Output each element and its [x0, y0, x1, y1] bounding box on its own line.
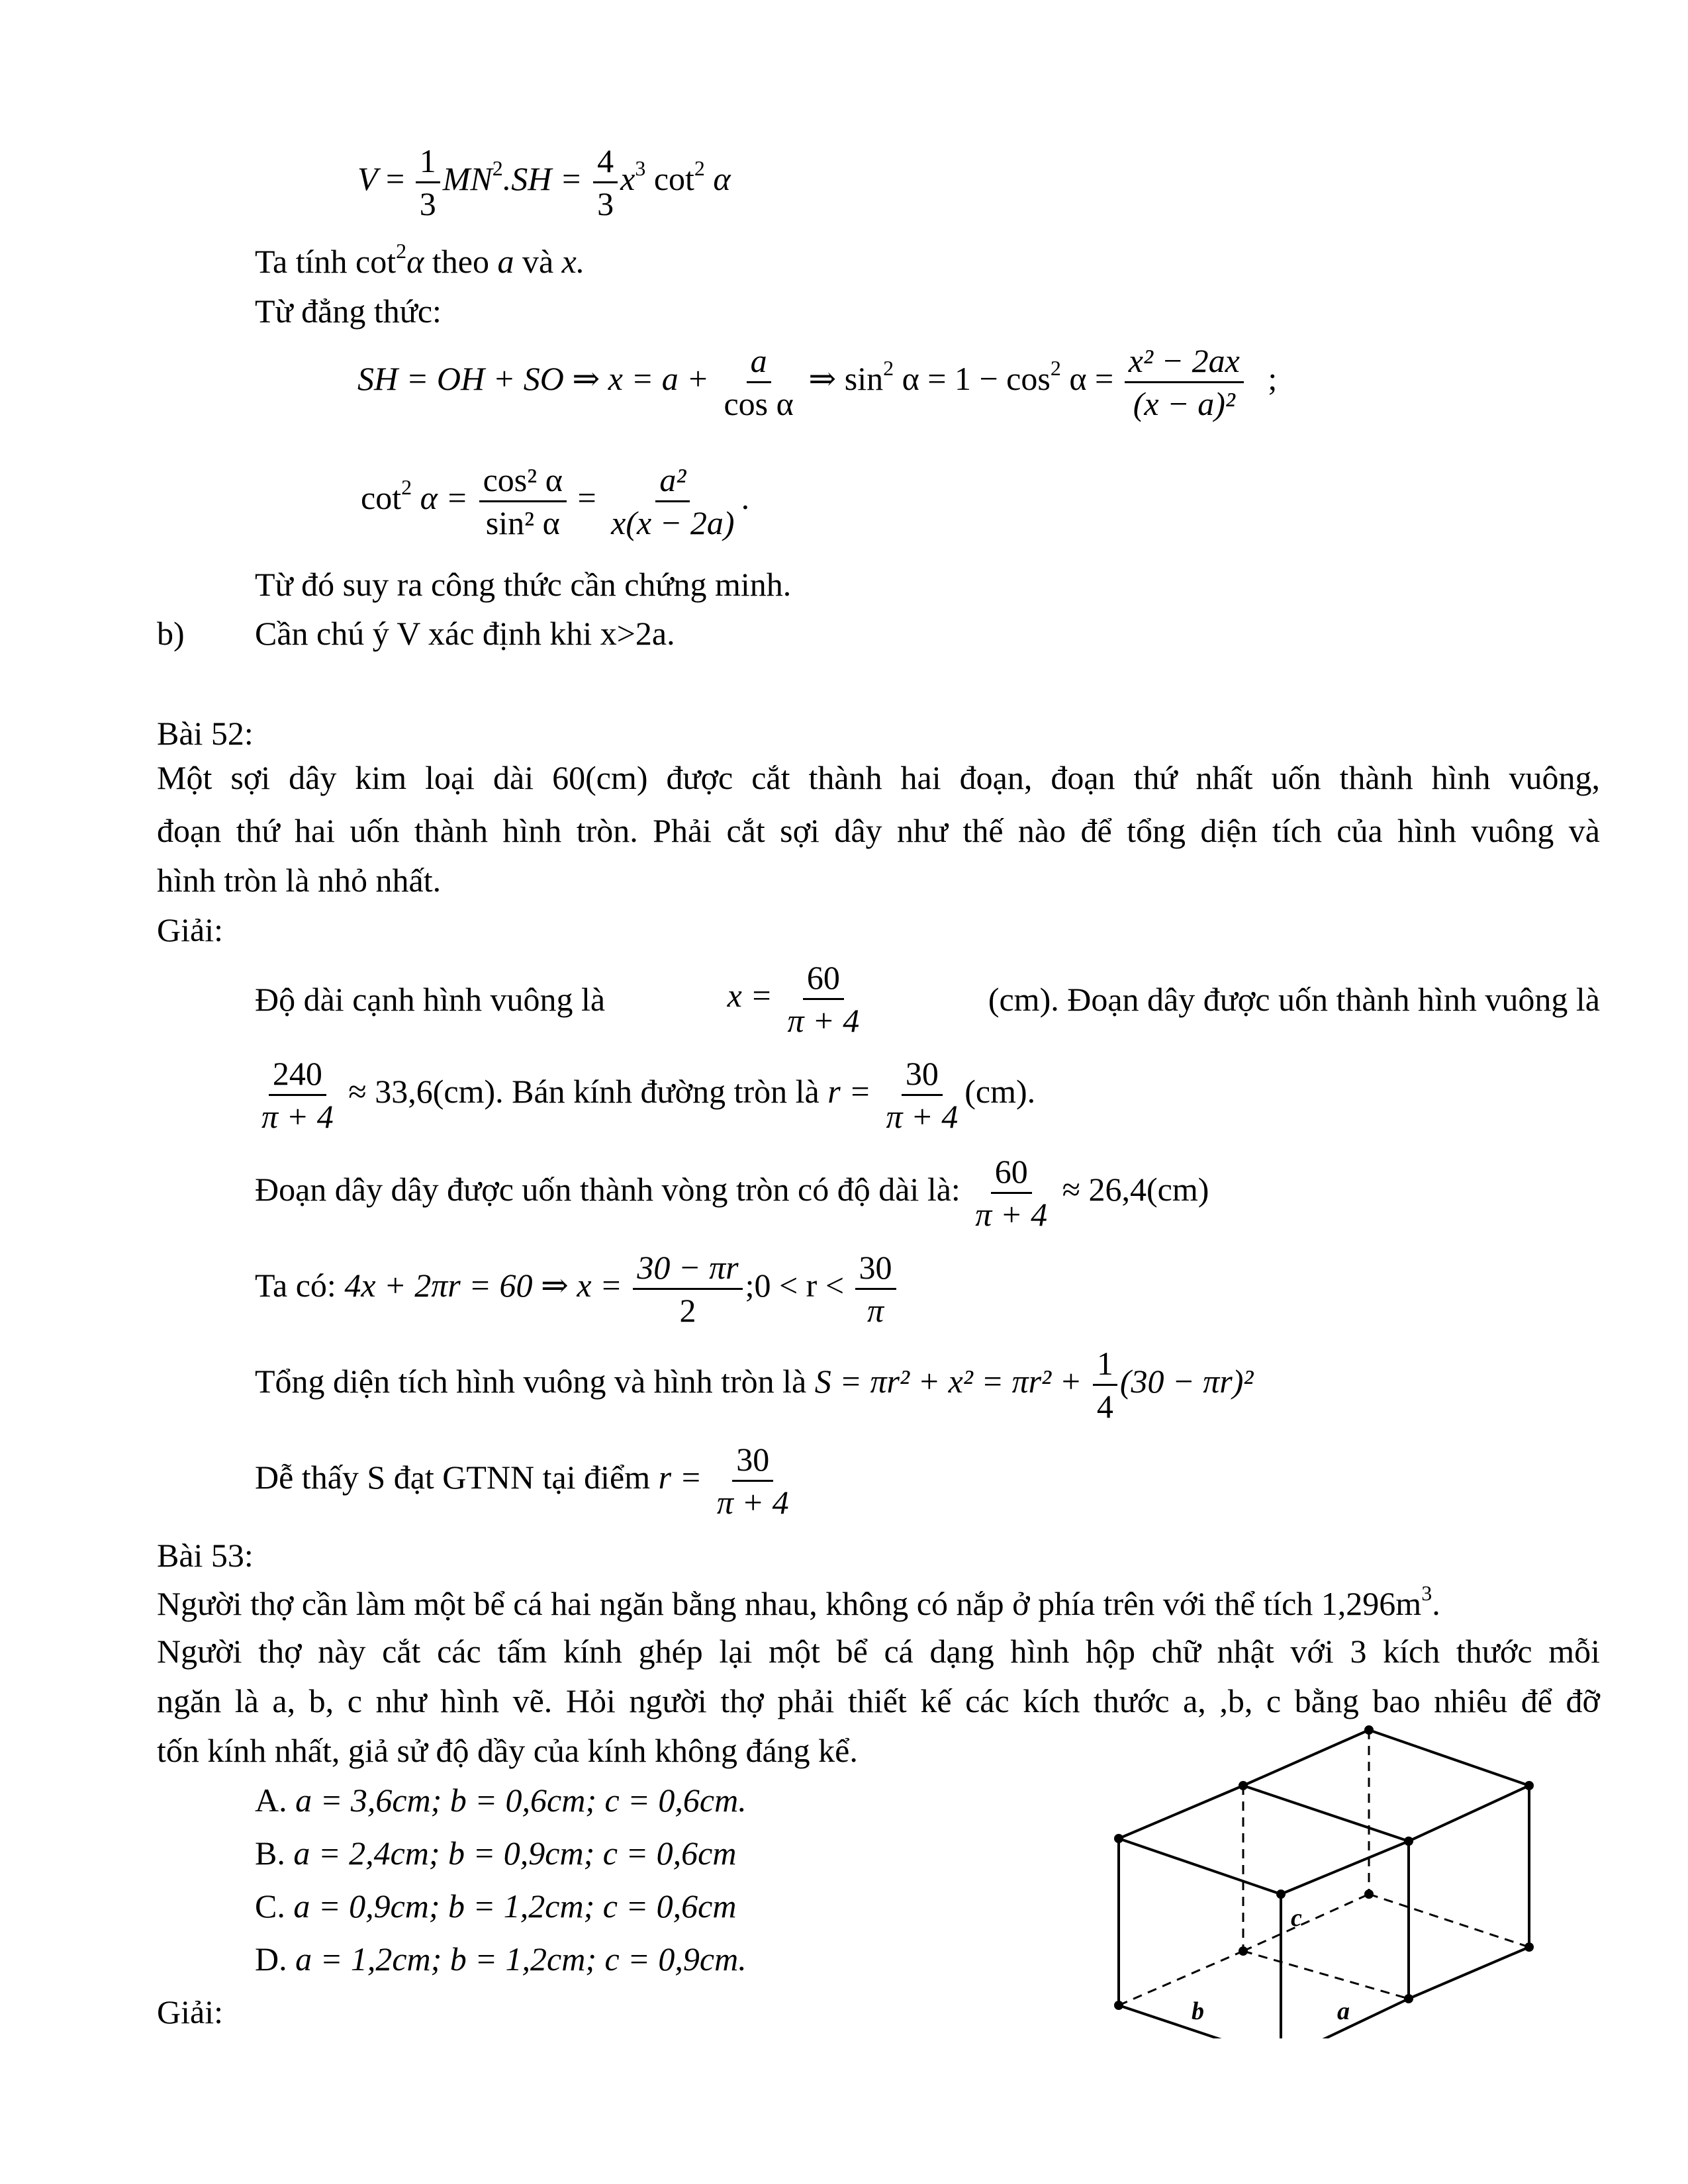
equation-sh: SH = OH + SO ⇒ x = a + $\frac{a}{\text{cos α}}$ ⇒ $\sin^2 \alpha = 1 - \cos^2 \alpha$ = $\frac{\text{x² − 2ax}}{\text{(x − a)²}}$ ;: [357, 342, 1278, 422]
solution-heading: Giải:: [157, 1993, 223, 2030]
exercise-title: Bài 52:: [157, 715, 254, 752]
text-line: Ta tính $\cot^2\alpha$ theo a và x.: [255, 239, 585, 280]
box-edge: [1409, 1947, 1529, 1999]
paragraph-line: Một sợi dây kim loại dài 60(cm) được cắt thành hai đoạn, đoạn thứ nhất uốn thành hình vuông,: [157, 759, 1600, 796]
vertex: [1404, 1837, 1413, 1846]
fraction: $\frac{4}{3}$: [593, 144, 618, 220]
paragraph-line: tốn kính nhất, giả sử độ dầy của kính không đáng kể.: [157, 1732, 858, 1769]
fraction: $\frac{\text{cos² α}}{\text{sin² α}}$: [479, 463, 567, 539]
hidden-edge: [1243, 1951, 1409, 1999]
fraction: $\frac{30 - \pi r}{2}$: [633, 1251, 742, 1327]
vertex: [1364, 1889, 1374, 1899]
fraction: $\frac{60}{\pi + 4}$: [787, 959, 860, 1039]
fraction: $\frac{\text{a²}}{x(x - 2a)}$: [611, 461, 735, 541]
vertex: [1404, 1994, 1413, 2003]
fraction: $\frac{\text{x² − 2ax}}{\text{(x − a)²}}$: [1125, 344, 1244, 420]
paragraph-line: Người thợ này cắt các tấm kính ghép lại một bể cá dạng hình hộp chữ nhật với 3 kích thước mỗi: [157, 1633, 1600, 1670]
solution-line: Độ dài cạnh hình vuông là x = $\frac{60}{\pi + 4}$ (cm). Đoạn dây được uốn thành hình vuông là: [255, 959, 1600, 1039]
answer-option-a: A. a = 3,6cm; b = 0,6cm; c = 0,6cm.: [255, 1782, 747, 1819]
solution-line: $\frac{240}{\pi + 4}$ ≈ 33,6(cm). Bán kính đường tròn là r = $\frac{30}{\pi + 4}$ (cm).: [255, 1057, 1035, 1133]
solution-line: Tổng diện tích hình vuông và hình tròn là S = πr² + x² = πr² + $\frac{1}{4}$ (30 − πr)²: [255, 1345, 1254, 1425]
box-edge: [1119, 1786, 1243, 1839]
vertex: [1364, 1725, 1374, 1735]
paragraph-line: Người thợ cần làm một bể cá hai ngăn bằng nhau, không có nắp ở phía trên với thể tích $1,296m^3$.: [157, 1581, 1440, 1622]
solution-line: Đoạn dây dây được uốn thành vòng tròn có độ dài là: $\frac{60}{\pi + 4}$ ≈ 26,4(cm): [255, 1153, 1209, 1233]
paragraph-line: đoạn thứ hai uốn thành hình tròn. Phải cắt sợi dây như thế nào để tổng diện tích của hình vuông và: [157, 812, 1600, 849]
hidden-edge: [1369, 1894, 1529, 1947]
box-edge: [1369, 1730, 1529, 1786]
box-edge: [1243, 1786, 1409, 1841]
text-line: Cần chú ý V xác định khi x>2a.: [255, 615, 675, 652]
answer-option-d: D. a = 1,2cm; b = 1,2cm; c = 0,9cm.: [255, 1940, 747, 1978]
label-a: a: [1337, 1997, 1350, 2025]
solution-heading: Giải:: [157, 911, 223, 948]
text-line: Từ đó suy ra công thức cần chứng minh.: [255, 566, 792, 603]
fraction: $\frac{30}{\pi + 4}$: [716, 1441, 789, 1521]
exercise-title: Bài 53:: [157, 1537, 254, 1574]
vertex: [1239, 1781, 1248, 1790]
box-edge: [1119, 1839, 1281, 1894]
answer-option-b: B. a = 2,4cm; b = 0,9cm; c = 0,6cm: [255, 1835, 737, 1872]
vertex: [1114, 1834, 1123, 1843]
label-c: c: [1291, 1904, 1302, 1932]
box-edge: [1409, 1786, 1529, 1841]
paragraph-line: hình tròn là nhỏ nhất.: [157, 862, 442, 899]
vertex: [1524, 1781, 1534, 1790]
vertex: [1524, 1942, 1534, 1952]
hidden-edge: [1243, 1894, 1369, 1951]
volume-formula: V = $\frac{1}{3}$ $MN^2.SH$ = $\frac{4}{3}$ $x^3$ $\cot^2 \alpha$: [357, 142, 731, 222]
vertex: [1114, 2001, 1123, 2010]
label-b: b: [1192, 1997, 1204, 2025]
box-edge: [1281, 1841, 1409, 1894]
fraction: $\frac{240}{\pi + 4}$: [261, 1055, 334, 1135]
fraction: $\frac{1}{4}$: [1093, 1347, 1117, 1423]
equation-cot: $\cot^2 \alpha$ = $\frac{\text{cos² α}}{\text{sin² α}}$ = $\frac{\text{a²}}{x(x - 2a)}$ .: [361, 461, 750, 541]
fraction: $\frac{30}{\pi}$: [855, 1251, 896, 1327]
vertex: [1276, 1889, 1286, 1899]
answer-option-c: C. a = 0,9cm; b = 1,2cm; c = 0,6cm: [255, 1888, 737, 1925]
vertex: [1239, 1946, 1248, 1956]
solution-line: Dễ thấy S đạt GTNN tại điểm r = $\frac{30}{\pi + 4}$: [255, 1443, 796, 1519]
fraction: $\frac{a}{\text{cos α}}$: [724, 342, 794, 422]
item-label: b): [157, 615, 185, 652]
text-line: Từ đẳng thức:: [255, 293, 442, 330]
fraction: $\frac{60}{\pi + 4}$: [975, 1153, 1048, 1233]
paragraph-line: ngăn là a, b, c như hình vẽ. Hỏi người thợ phải thiết kế các kích thước a, ,b, c bằng bao nhiêu để đỡ: [157, 1682, 1600, 1719]
solution-line: Ta có: 4x + 2πr = 60 ⇒ x = $\frac{30 - \pi r}{2}$ ;0 < r < $\frac{30}{\pi}$: [255, 1251, 899, 1327]
fraction: $\frac{1}{3}$: [416, 144, 440, 220]
box-edge: [1243, 1730, 1369, 1786]
aquarium-box-figure: [1092, 1721, 1556, 2038]
fraction: $\frac{30}{\pi + 4}$: [886, 1055, 959, 1135]
hidden-edge: [1119, 1951, 1243, 2005]
